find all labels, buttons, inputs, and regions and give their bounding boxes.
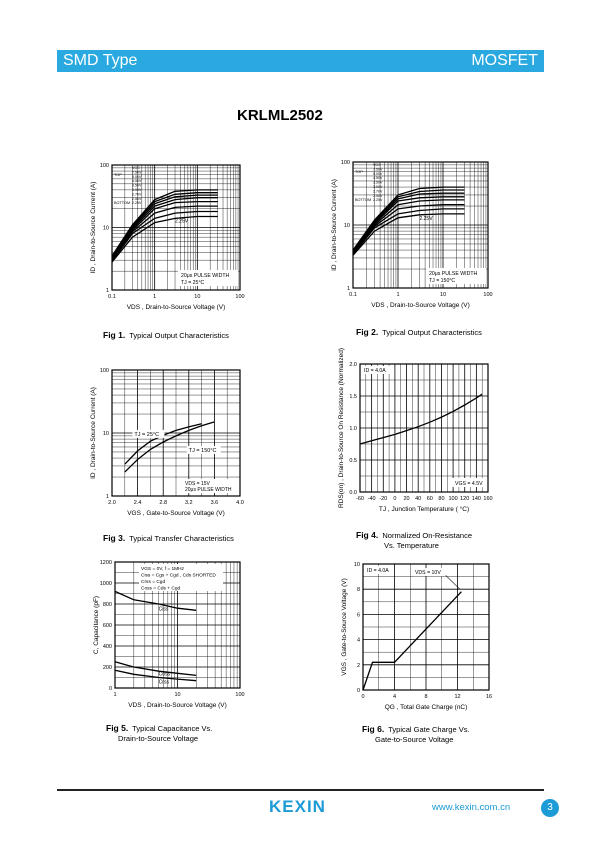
x-axis-label: VGS , Gate-to-Source Voltage (V) — [127, 510, 225, 517]
y-axis-label: ID , Drain-to-Source Current (A) — [90, 387, 97, 479]
footer-divider — [57, 789, 544, 791]
legend-vgs-entry: 7.50V — [132, 170, 142, 175]
crss-label: Crss — [158, 679, 169, 686]
part-number-title: KRLML2502 — [237, 107, 323, 124]
vds-annotation: VDS = 10V — [414, 570, 441, 577]
fig6-caption-number: Fig 6. — [362, 724, 385, 734]
id-annotation: ID = 4.0A — [364, 368, 386, 374]
y-tick-label: 1 — [105, 288, 109, 294]
x-tick-label: 0.1 — [349, 292, 357, 298]
x-tick-label: 100 — [483, 292, 493, 298]
x-tick-label: 1 — [113, 692, 117, 698]
page-number-badge: 3 — [541, 799, 559, 817]
legend-vgs-entry: VGS — [132, 166, 140, 170]
y-tick-label: 200 — [102, 665, 112, 671]
fig4-caption-number: Fig 4. — [356, 530, 379, 540]
x-tick-label: -60 — [356, 496, 364, 502]
x-axis-label: VDS , Drain-to-Source Voltage (V) — [128, 702, 227, 709]
fig6-caption — [362, 724, 470, 745]
vds-annotation: VDS = 15V — [185, 481, 210, 487]
fig4-caption-text: Normalized On-Resistance — [382, 531, 472, 540]
capacitance-legend-line: VGS = 0V, f = 1MHz — [141, 567, 185, 572]
x-tick-label: 10 — [174, 692, 181, 698]
x-tick-label: 0 — [361, 694, 365, 700]
pulse-width-annotation: 20μs PULSE WIDTH — [181, 273, 230, 279]
fig2-chart — [330, 152, 500, 317]
x-tick-label: 1 — [153, 294, 157, 300]
y-tick-label: 0 — [356, 688, 360, 694]
x-tick-label: 10 — [439, 292, 447, 298]
header-left-label: SMD Type — [63, 52, 138, 69]
y-tick-label: 8 — [356, 587, 360, 594]
x-tick-label: 10 — [194, 294, 201, 300]
legend-vgs-entry: 5.00V — [373, 171, 383, 176]
legend-bottom-label: BOTTOM — [114, 201, 131, 205]
x-tick-label: 4 — [392, 694, 397, 700]
kexin-logo: KEXIN — [269, 797, 326, 816]
capacitance-legend-line: Crss = Cgd — [141, 580, 166, 585]
legend-vgs-entry: 3.50V — [373, 180, 383, 185]
fig3-chart — [90, 362, 260, 522]
y-tick-label: 600 — [102, 623, 112, 629]
x-tick-label: 3.6 — [210, 500, 219, 506]
tj-150-annotation: TJ = 150°C — [188, 447, 217, 454]
legend-vgs-entry: 2.25V — [132, 201, 142, 206]
x-tick-label: 40 — [415, 496, 422, 502]
series-line — [115, 591, 196, 613]
legend-vgs-entry: 3.50V — [132, 183, 142, 188]
fig1-caption — [103, 330, 229, 341]
y-tick-label: 1200 — [99, 560, 112, 566]
fig2-caption — [356, 327, 482, 338]
series-line — [112, 198, 218, 259]
x-tick-label: 0.1 — [108, 294, 116, 300]
id-annotation: ID = 4.0A — [367, 568, 389, 574]
y-tick-label: 800 — [102, 602, 112, 608]
fig1-chart — [90, 155, 260, 320]
y-tick-label: 0.0 — [349, 490, 357, 496]
fig6-chart — [335, 556, 505, 716]
x-tick-label: 80 — [438, 496, 445, 502]
x-tick-label: 0 — [393, 496, 397, 502]
y-tick-label: 100 — [99, 163, 109, 169]
legend-vgs-entry: 4.50V — [373, 176, 383, 181]
x-tick-label: 120 — [460, 496, 470, 502]
legend-vgs-entry: 2.25V — [373, 198, 383, 203]
y-tick-label: 2.0 — [349, 362, 357, 368]
x-tick-label: -20 — [379, 496, 388, 502]
capacitance-legend-line: Coss = Cds + Cgd — [141, 586, 181, 592]
y-axis-label: ID , Drain-to-Source Current (A) — [90, 181, 97, 274]
legend-bottom-label: BOTTOM — [355, 198, 372, 202]
legend-vgs-entry: 5.00V — [132, 174, 142, 179]
x-tick-label: 2.4 — [133, 500, 142, 506]
vgs-annotation: 2.25V — [175, 218, 189, 225]
header-right-label: MOSFET — [471, 52, 538, 69]
fig3-caption — [103, 533, 234, 544]
junction-temp-annotation: TJ = 25°C — [181, 280, 205, 286]
x-tick-label: 1 — [396, 292, 400, 298]
y-tick-label: 2 — [356, 662, 360, 669]
series-line — [115, 670, 196, 681]
legend-vgs-entry: 7.50V — [373, 167, 383, 172]
x-tick-label: 2.0 — [108, 500, 116, 506]
fig3-caption-text: Typical Transfer Characteristics — [129, 534, 234, 543]
fig5-caption — [106, 723, 212, 744]
x-tick-label: 2.8 — [159, 500, 168, 506]
y-axis-label: C, Capacitance (pF) — [93, 595, 100, 655]
x-tick-label: 100 — [235, 294, 245, 300]
x-axis-label: TJ , Junction Temperature ( °C) — [378, 506, 470, 513]
fig1-caption-text: Typical Output Characteristics — [129, 331, 229, 340]
pulse-width-annotation: 20μs PULSE WIDTH — [185, 487, 232, 493]
y-tick-label: 4 — [356, 637, 360, 644]
pulse-width-annotation: 20μs PULSE WIDTH — [429, 271, 478, 277]
x-tick-label: 20 — [403, 496, 410, 502]
legend-vgs-entry: 3.00V — [373, 185, 383, 189]
y-tick-label: 1 — [346, 286, 350, 292]
series-line — [360, 394, 482, 444]
vgs-annotation: VGS = 4.5V — [455, 481, 483, 487]
y-axis-label: VGS , Gate-to-Source Voltage (V) — [341, 578, 348, 676]
x-tick-label: 100 — [448, 496, 458, 502]
tj-25-annotation: TJ = 25°C — [134, 431, 160, 438]
capacitance-legend-line: Ciss = Cgs + Cgd , Cds SHORTED — [141, 573, 216, 579]
y-tick-label: 1.0 — [349, 426, 357, 432]
y-tick-label: 100 — [340, 160, 350, 166]
series-line — [363, 592, 461, 690]
legend-vgs-entry: VGS — [373, 163, 381, 167]
y-tick-label: 100 — [99, 368, 109, 374]
x-tick-label: -40 — [367, 496, 376, 502]
y-tick-label: 10 — [343, 223, 350, 229]
x-tick-label: 3.2 — [184, 500, 193, 506]
legend-vgs-entry: 3.00V — [132, 188, 142, 192]
fig5-caption-text2: Drain-to-Source Voltage — [118, 734, 199, 743]
ciss-label: Ciss — [158, 606, 169, 613]
y-tick-label: 400 — [102, 644, 112, 650]
fig5-chart — [75, 555, 255, 715]
fig4-chart — [328, 347, 508, 517]
x-tick-label: 140 — [471, 496, 481, 502]
y-axis-label: ID , Drain-to-Source Current (A) — [331, 179, 338, 271]
vgs-annotation: 2.25V — [419, 216, 433, 223]
x-tick-label: 60 — [426, 496, 433, 502]
junction-temp-annotation: TJ = 150°C — [429, 278, 456, 284]
x-axis-label: VDS , Drain-to-Source Voltage (V) — [126, 304, 226, 311]
fig6-caption-text: Typical Gate Charge Vs. — [388, 725, 470, 734]
x-tick-label: 100 — [235, 692, 245, 698]
y-tick-label: 6 — [356, 612, 360, 619]
x-tick-label: 12 — [454, 694, 461, 700]
legend-top-label: TOP — [114, 173, 122, 177]
fig4-caption-text2: Vs. Temperature — [384, 541, 439, 550]
legend-vgs-entry: 2.50V — [132, 196, 142, 201]
legend-vgs-entry: 4.50V — [132, 179, 142, 184]
x-axis-label: VDS , Drain-to-Source Voltage (V) — [371, 302, 470, 309]
legend-vgs-entry: 2.70V — [373, 189, 383, 194]
y-axis-label: RDS(on) , Drain-to-Source On Resistance (Normalized) — [338, 347, 345, 509]
page-header — [57, 50, 544, 72]
y-tick-label: 0 — [108, 686, 112, 692]
fig5-caption-number: Fig 5. — [106, 723, 129, 733]
legend-top-label: TOP — [355, 170, 363, 174]
coss-label: Coss — [158, 671, 171, 678]
fig4-caption — [356, 530, 472, 551]
fig5-caption-text: Typical Capacitance Vs. — [132, 724, 213, 733]
y-tick-label: 1000 — [99, 581, 112, 587]
x-axis-label: QG , Total Gate Charge (nC) — [384, 704, 468, 711]
x-tick-label: 8 — [424, 694, 428, 700]
legend-vgs-entry: 2.50V — [373, 193, 383, 198]
fig2-caption-number: Fig 2. — [356, 327, 379, 337]
fig2-caption-text: Typical Output Characteristics — [382, 328, 482, 337]
fig3-caption-number: Fig 3. — [103, 533, 126, 543]
fig1-caption-number: Fig 1. — [103, 330, 126, 340]
fig6-caption-text2: Gate-to-Source Voltage — [375, 735, 454, 744]
legend-vgs-entry: 2.70V — [132, 192, 142, 197]
x-tick-label: 160 — [483, 496, 493, 502]
x-tick-label: 16 — [485, 694, 493, 700]
y-tick-label: 10 — [353, 562, 360, 568]
y-tick-label: 10 — [102, 431, 109, 437]
y-tick-label: 10 — [102, 225, 109, 232]
x-tick-label: 4.0 — [236, 500, 244, 506]
y-tick-label: 1 — [105, 494, 109, 500]
y-tick-label: 1.5 — [349, 394, 357, 400]
footer-website-link[interactable]: www.kexin.com.cn — [432, 802, 511, 813]
y-tick-label: 0.5 — [349, 458, 357, 464]
